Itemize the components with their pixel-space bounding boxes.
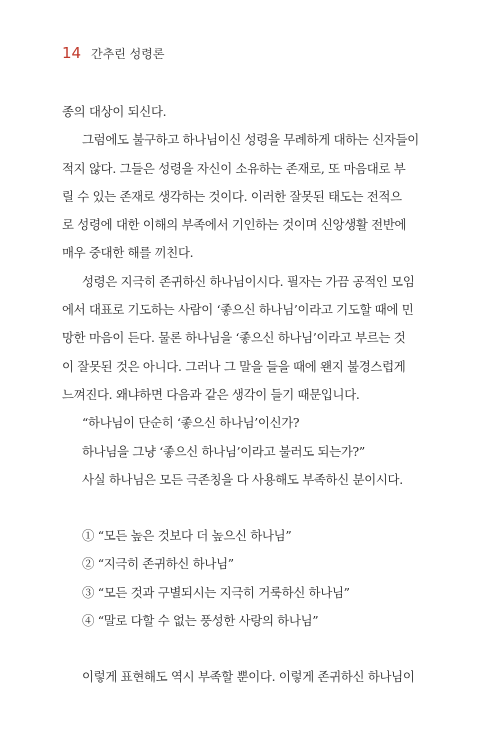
- text-line: 느껴진다. 왜냐하면 다음과 같은 생각이 들기 때문입니다.: [62, 386, 360, 402]
- text-line: ② “지극히 존귀하신 하나님”: [82, 556, 234, 572]
- text-line: 적지 않다. 그들은 성령을 자신이 소유하는 존재로, 또 마음대로 부: [62, 160, 406, 176]
- body-text: [62, 98, 422, 692]
- text-line: 하나님을 그냥 ‘좋으신 하나님’이라고 불러도 되는가?”: [82, 443, 365, 459]
- text-line: 그럼에도 불구하고 하나님이신 성령을 무례하게 대하는 신자들이: [82, 132, 419, 148]
- text-line: 이렇게 표현해도 역시 부족할 뿐이다. 이렇게 존귀하신 하나님이: [82, 669, 415, 685]
- text-line: ④ “말로 다할 수 없는 풍성한 사랑의 하나님”: [82, 613, 319, 629]
- text-line: 성령은 지극히 존귀하신 하나님이시다. 필자는 가끔 공적인 모임: [82, 273, 415, 289]
- page-number: 14: [62, 44, 82, 62]
- running-title: 간추린 성령론: [91, 47, 165, 61]
- text-line: ③ “모든 것과 구별되시는 지극히 거룩하신 하나님”: [82, 584, 350, 600]
- text-line: 매우 중대한 해를 끼친다.: [62, 245, 194, 261]
- text-line: 이 잘못된 것은 아니다. 그러나 그 말을 들을 때에 왠지 불경스럽게: [62, 358, 406, 374]
- text-line: 망한 마음이 든다. 물론 하나님을 ‘좋으신 하나님’이라고 부르는 것: [62, 330, 406, 346]
- text-line: 에서 대표로 기도하는 사람이 ‘좋으신 하나님’이라고 기도할 때에 민: [62, 302, 414, 318]
- text-line: “하나님이 단순히 ‘좋으신 하나님’이신가?: [82, 415, 300, 431]
- text-line: 종의 대상이 되신다.: [62, 104, 167, 119]
- text-line: 사실 하나님은 모든 극존칭을 다 사용해도 부족하신 분이시다.: [82, 471, 403, 487]
- paragraph-gap: [62, 635, 422, 663]
- paragraph-gap: [62, 494, 422, 522]
- page-header: [62, 44, 164, 62]
- text-line: 릴 수 있는 존재로 생각하는 것이다. 이러한 잘못된 태도는 전적으: [62, 188, 402, 204]
- text-line: 로 성령에 대한 이해의 부족에서 기인하는 것이며 신앙생활 전반에: [62, 217, 407, 233]
- text-line: ① “모든 높은 것보다 더 높으신 하나님”: [82, 528, 292, 544]
